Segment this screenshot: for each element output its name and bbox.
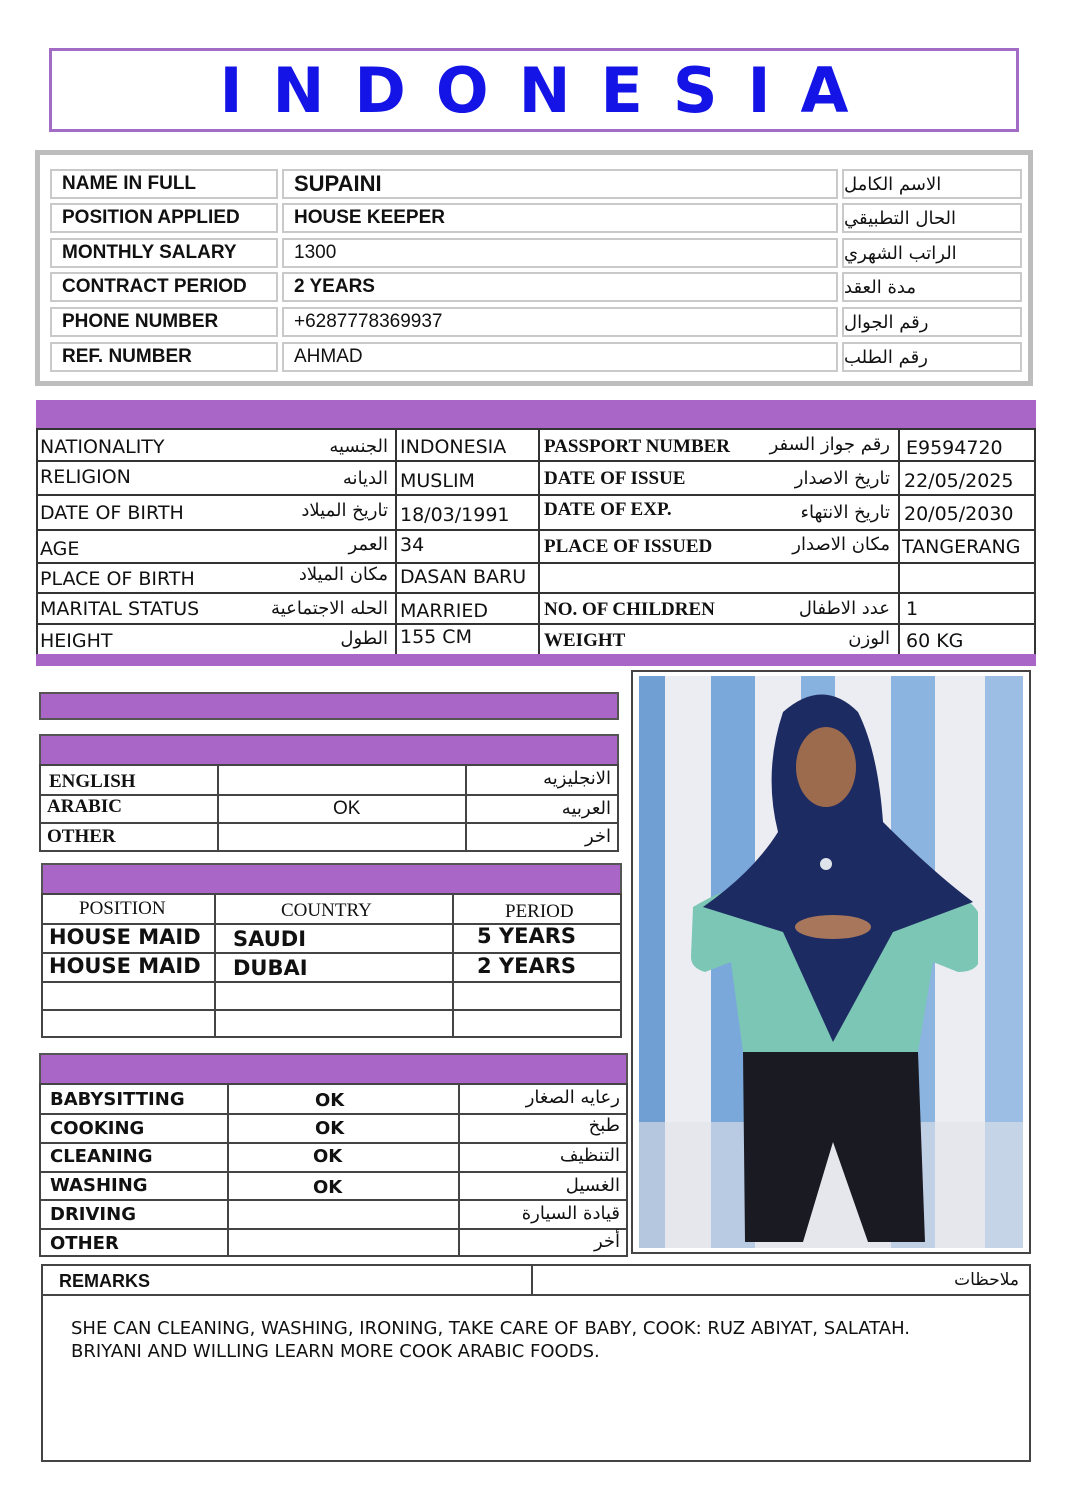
experience-header-bar [41,863,622,893]
applicant-row-position [46,203,1024,233]
skill-other-arabic: أخر [593,1231,620,1252]
field-label-arabic: الراتب الشهري [842,238,1022,268]
skill-babysitting-arabic: رعايه الصغار [525,1087,620,1108]
applicant-row-phone [46,307,1024,337]
languages-table [39,764,619,852]
skill-washing-arabic: الغسيل [565,1175,620,1196]
skill-driving-arabic: قيادة السيارة [521,1203,620,1224]
religion-label: RELIGION [40,466,131,488]
pob-value: DASAN BARU [400,566,527,588]
nationality-label-arabic: الجنسيه [329,436,388,457]
field-label: CONTRACT PERIOD [50,272,278,302]
remarks-box [41,1264,1031,1462]
place-issued-label-arabic: مكان الاصدار [792,534,890,555]
applicant-row-ref [46,342,1024,372]
weight-value: 60 KG [906,630,964,652]
applicant-row-name [46,169,1024,199]
title-banner [49,48,1019,132]
field-label: NAME IN FULL [50,169,278,199]
remarks-text-line-2: BRIYANI AND WILLING LEARN MORE COOK ARABIC FOODS. [71,1341,600,1362]
section-header-bar [36,400,1036,428]
field-value-ref: AHMAD [282,342,838,372]
skill-cooking-label: COOKING [50,1118,145,1139]
experience-row-2-position: HOUSE MAID [49,954,201,978]
section-header-bar [39,692,619,720]
field-value-name: SUPAINI [282,169,838,199]
remarks-label: REMARKS [59,1271,151,1291]
weight-label: WEIGHT [544,630,626,651]
dob-label-arabic: تاريخ الميلاد [301,500,388,521]
children-label: NO. OF CHILDREN [544,599,715,620]
weight-label-arabic: الوزن [848,628,890,649]
skill-cleaning-label: CLEANING [50,1146,153,1167]
dob-label: DATE OF BIRTH [40,502,184,524]
remarks-text-line-1: SHE CAN CLEANING, WASHING, IRONING, TAKE CARE OF BABY, COOK: RUZ ABIYAT, SALATAH. [71,1318,911,1339]
field-label: REF. NUMBER [50,342,278,372]
height-label: HEIGHT [40,630,113,652]
nationality-label: NATIONALITY [40,436,165,458]
language-other-arabic: اخر [584,826,611,847]
language-english-arabic: الانجليزيه [543,768,611,789]
skills-table [39,1083,628,1257]
skill-cooking-arabic: طبخ [588,1115,620,1136]
children-label-arabic: عدد الاطفال [798,598,890,619]
language-arabic-arabic: العربيه [561,798,611,819]
language-english-label: ENGLISH [49,771,136,792]
passport-number-label: PASSPORT NUMBER [544,436,731,457]
marital-value: MARRIED [400,600,489,622]
dob-value: 18/03/1991 [400,504,510,526]
experience-country-header: COUNTRY [281,900,372,921]
skills-header-bar [39,1053,628,1083]
skill-washing-value: OK [313,1177,343,1198]
field-label-arabic: الاسم الكامل [842,169,1022,199]
experience-period-header: PERIOD [505,901,574,922]
skill-babysitting-label: BABYSITTING [50,1089,185,1110]
skill-cooking-value: OK [315,1118,345,1139]
marital-label: MARITAL STATUS [40,598,200,620]
religion-value: MUSLIM [400,470,475,492]
field-value-phone: +6287778369937 [282,307,838,337]
height-label-arabic: الطول [340,628,388,649]
marital-label-arabic: الحله الاجتماعية [271,598,388,619]
experience-row-2-period: 2 YEARS [477,954,577,978]
experience-row-1-period: 5 YEARS [477,924,577,948]
field-value-position: HOUSE KEEPER [282,203,838,233]
applicant-row-contract [46,272,1024,302]
applicant-info-table [35,150,1033,386]
language-arabic-value: OK [333,798,361,819]
issue-date-label-arabic: تاريخ الاصدار [794,468,890,489]
remarks-label-arabic: ملاحظات [954,1270,1019,1290]
pob-label-arabic: مكان الميلاد [298,564,388,585]
field-label-arabic: مدة العقد [842,272,1022,302]
skill-cleaning-arabic: التنظيف [559,1145,620,1166]
passport-number-label-arabic: رقم جواز السفر [769,434,890,455]
age-value: 34 [400,534,425,556]
field-label: MONTHLY SALARY [50,238,278,268]
experience-row-1-position: HOUSE MAID [49,925,201,949]
personal-details-table [36,428,1036,654]
skill-cleaning-value: OK [313,1146,343,1167]
section-footer-bar [36,654,1036,666]
experience-table [41,893,622,1038]
skill-driving-label: DRIVING [50,1204,136,1225]
pob-label: PLACE OF BIRTH [40,568,195,590]
language-arabic-label: ARABIC [47,796,122,817]
field-label-arabic: الحال التطبيقي [842,203,1022,233]
passport-number-value: E9594720 [906,437,1003,459]
field-value-contract: 2 YEARS [282,272,838,302]
field-label-arabic: رقم الجوال [842,307,1022,337]
experience-row-2-country: DUBAI [233,956,308,980]
field-label-arabic: رقم الطلب [842,342,1022,372]
children-value: 1 [906,598,919,620]
language-other-label: OTHER [47,826,116,847]
field-value-salary: 1300 [282,238,838,268]
skill-other-label: OTHER [50,1233,119,1254]
field-label: PHONE NUMBER [50,307,278,337]
place-issued-value: TANGERANG [902,536,1021,558]
languages-header-bar [39,734,619,764]
religion-label-arabic: الديانه [342,468,388,489]
expiry-date-label-arabic: تاريخ الانتهاء [800,502,890,523]
age-label-arabic: العمر [348,534,388,555]
nationality-value: INDONESIA [400,436,507,458]
experience-row-1-country: SAUDI [233,927,307,951]
issue-date-value: 22/05/2025 [904,470,1014,492]
applicant-row-salary [46,238,1024,268]
skill-babysitting-value: OK [315,1090,345,1111]
age-label: AGE [40,538,80,560]
expiry-date-value: 20/05/2030 [904,503,1014,525]
country-title: INDONESIA [219,53,879,127]
skill-washing-label: WASHING [50,1175,148,1196]
field-label: POSITION APPLIED [50,203,278,233]
issue-date-label: DATE OF ISSUE [544,468,686,489]
experience-position-header: POSITION [79,898,166,919]
applicant-photo-frame [631,670,1031,1254]
place-issued-label: PLACE OF ISSUED [544,536,713,557]
applicant-photo [633,672,1029,1252]
expiry-date-label: DATE OF EXP. [544,499,672,520]
height-value: 155 CM [400,626,472,648]
